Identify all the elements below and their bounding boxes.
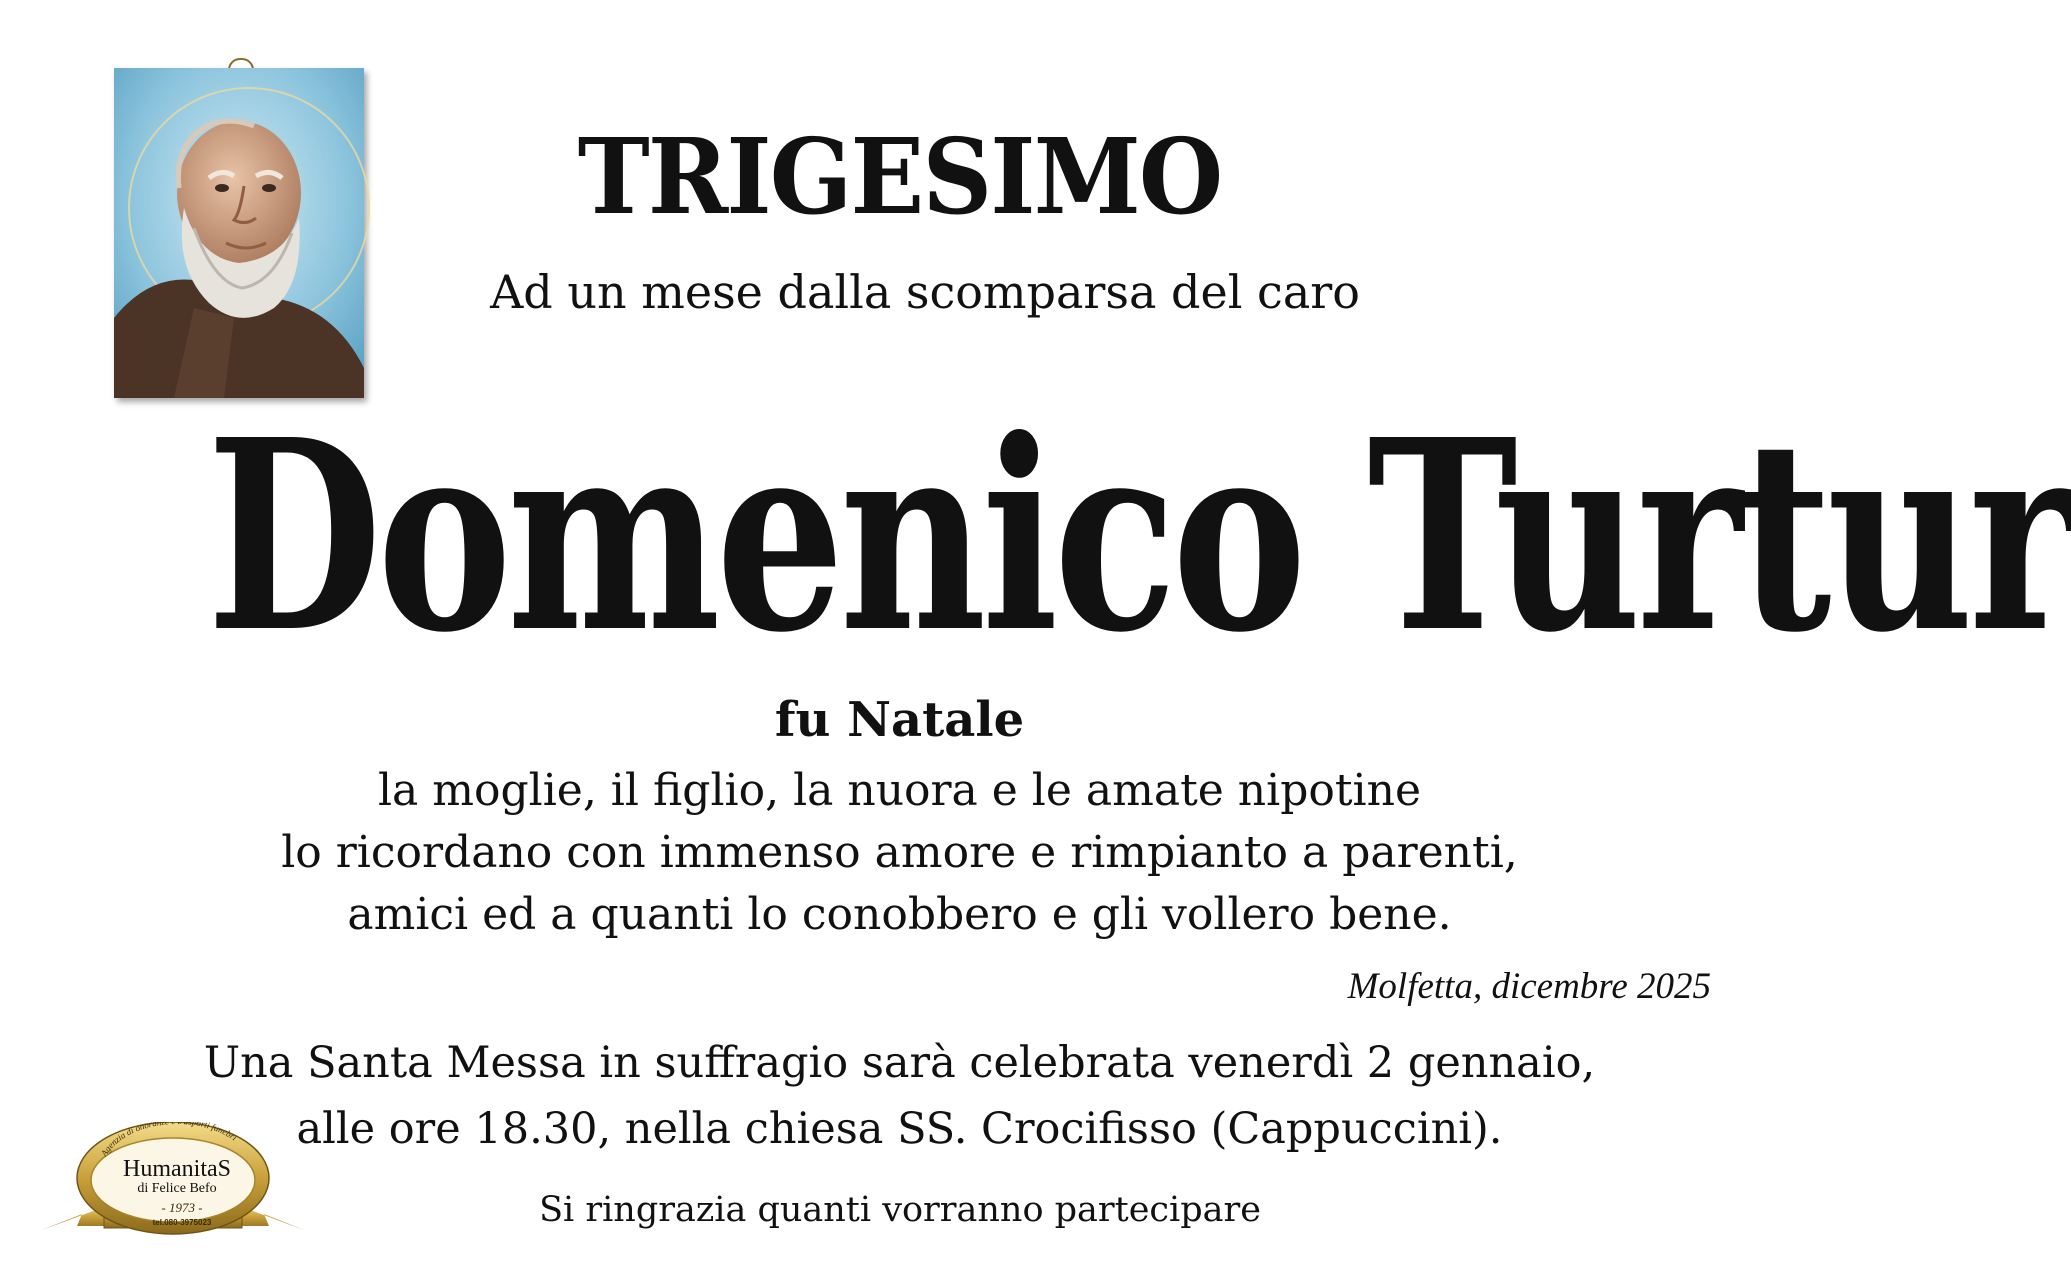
father-name: fu Natale (774, 692, 1025, 748)
notice-intro: Ad un mese dalla scomparsa del caro (490, 265, 1360, 319)
agency-subtitle: di Felice Befo (137, 1181, 217, 1196)
thanks-line: Si ringrazia quanti vorranno partecipare (539, 1190, 1261, 1230)
agency-arc-text: Agenzia di onoran porti funebri (98, 1122, 239, 1158)
family-line: lo ricordano con immenso amore e rimpianto a parenti, (281, 827, 1518, 878)
deceased-name: Domenico Turtur (206, 382, 2071, 690)
agency-phone: tel.080-3975023 (152, 1218, 212, 1227)
agency-year: - 1973 - (161, 1200, 203, 1215)
agency-brand: HumanitaS (123, 1156, 231, 1182)
family-message (0, 760, 1799, 946)
mass-line: alle ore 18.30, nella chiesa SS. Crocifisso (Cappuccini). (296, 1104, 1503, 1154)
place-date: Molfetta, dicembre 2025 (1347, 966, 1711, 1007)
family-line: la moglie, il figlio, la nuora e le amate nipotine (377, 765, 1421, 816)
family-line: amici ed a quanti lo conobbero e gli vollero bene. (347, 889, 1452, 940)
mass-line: Una Santa Messa in suffragio sarà celebrata venerdì 2 gennaio, (203, 1038, 1596, 1088)
notice-heading: TRIGESIMO (577, 115, 1222, 238)
